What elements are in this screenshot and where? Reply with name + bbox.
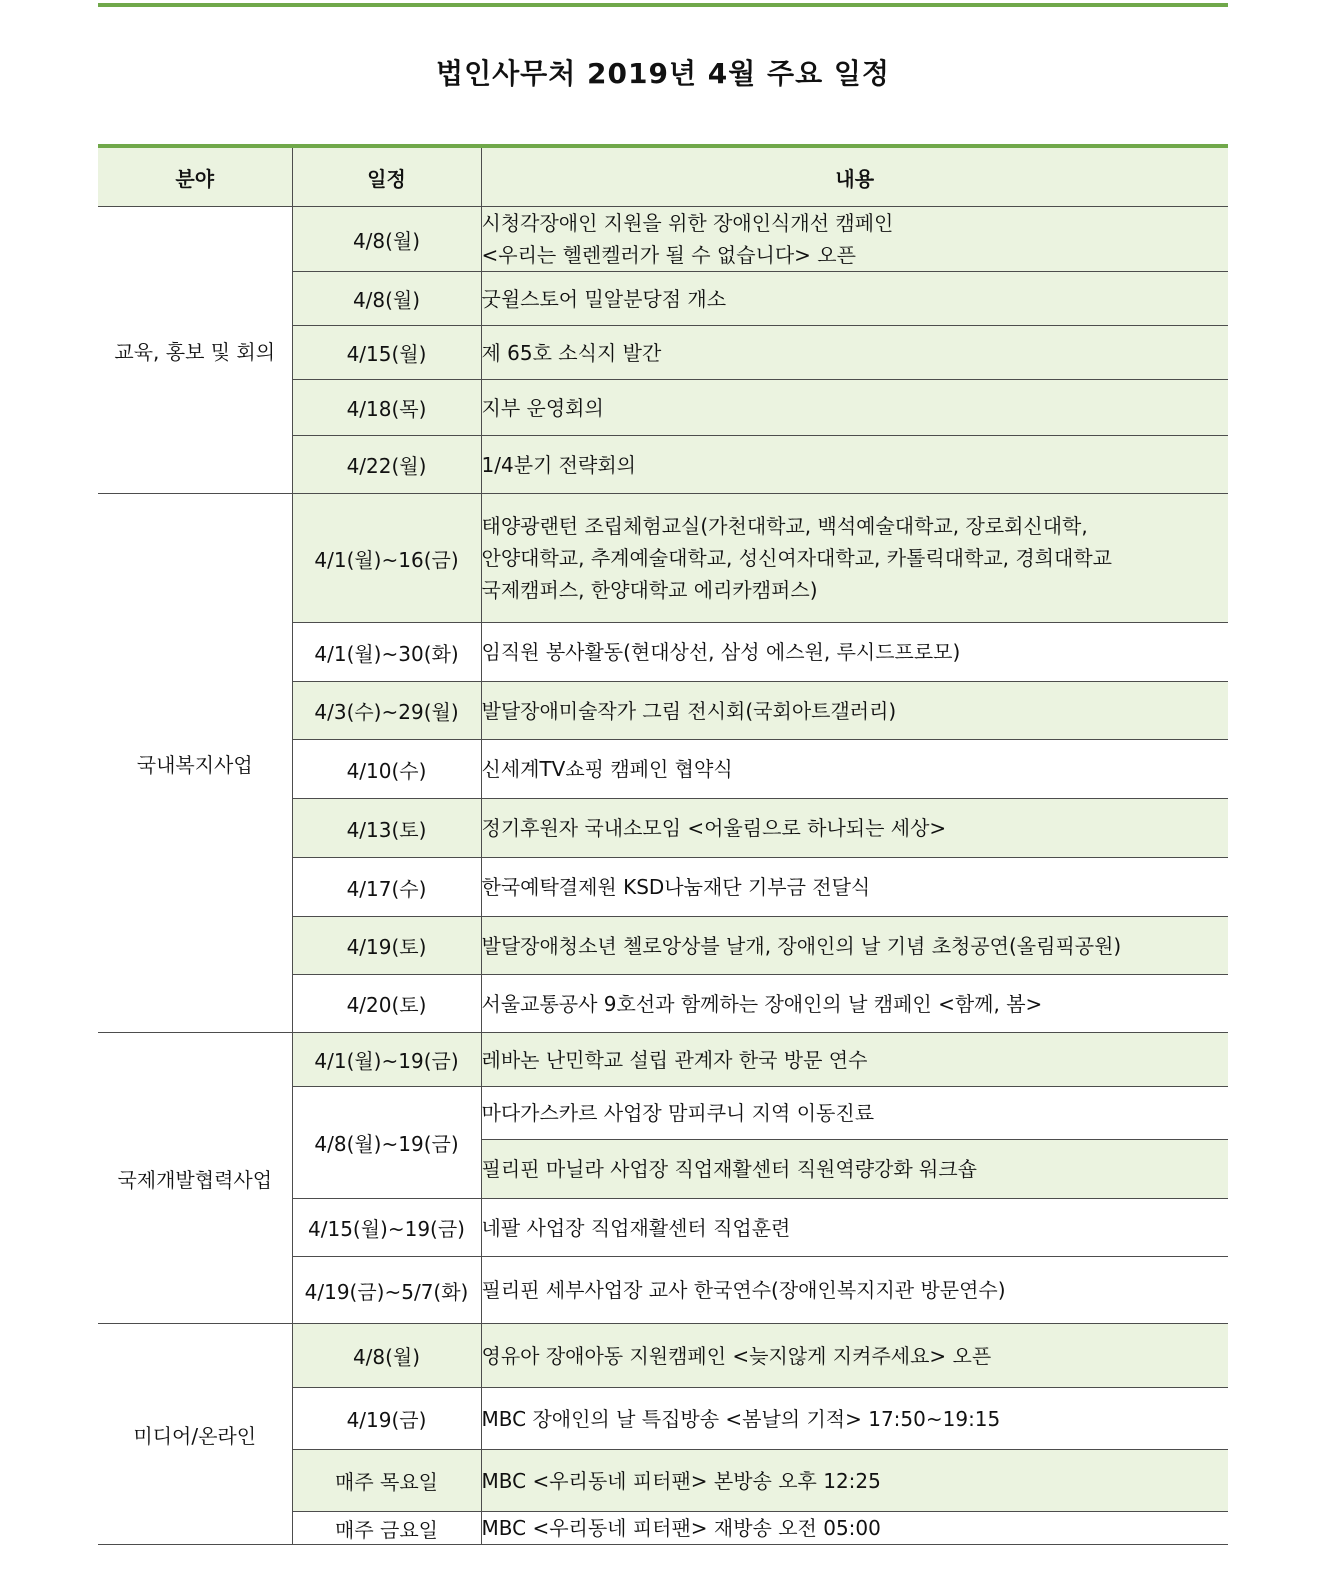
date-cell: 4/17(수)	[292, 858, 481, 917]
schedule-table	[98, 144, 1228, 1545]
header-content: 내용	[481, 146, 1228, 207]
content-line: 서울교통공사 9호선과 함께하는 장애인의 날 캠페인 <함께, 봄>	[481, 991, 1043, 1016]
content-line: <우리는 헬렌켈러가 될 수 없습니다> 오픈	[481, 243, 856, 267]
top-rule	[98, 3, 1228, 7]
date-cell: 4/8(월)	[292, 272, 481, 326]
content-line: 네팔 사업장 직업재활센터 직업훈련	[481, 1215, 791, 1240]
date-cell: 4/1(월)~16(금)	[292, 494, 481, 623]
content-line: 임직원 봉사활동(현대상선, 삼성 에스원, 루시드프로모)	[481, 640, 961, 664]
content-cell	[481, 1199, 1228, 1257]
content-line: 1/4분기 전략회의	[481, 452, 636, 477]
date-cell: 4/15(월)~19(금)	[292, 1199, 481, 1257]
header-row	[98, 146, 1228, 207]
page-title: 법인사무처 2019년 4월 주요 일정	[436, 57, 890, 90]
content-cell	[481, 623, 1228, 682]
content-cell	[481, 272, 1228, 326]
content-line: 굿윌스토어 밀알분당점 개소	[481, 286, 727, 311]
content-line: 제 65호 소식지 발간	[481, 340, 662, 365]
content-line: MBC <우리동네 피터팬> 재방송 오전 05:00	[481, 1516, 881, 1540]
date-cell: 4/8(월)	[292, 1324, 481, 1388]
date-cell: 4/15(월)	[292, 326, 481, 380]
date-cell: 4/19(토)	[292, 917, 481, 975]
date-cell: 4/18(목)	[292, 380, 481, 436]
content-line: 발달장애청소년 첼로앙상블 날개, 장애인의 날 기념 초청공연(올림픽공원)	[481, 933, 1122, 958]
content-cell	[481, 1388, 1228, 1450]
content-line: MBC 장애인의 날 특집방송 <봄날의 기적> 17:50~19:15	[481, 1406, 1001, 1431]
content-cell	[481, 436, 1228, 494]
content-cell	[481, 1324, 1228, 1388]
content-line: 영유아 장애아동 지원캠페인 <늦지않게 지켜주세요> 오픈	[481, 1343, 992, 1368]
content-line: 발달장애미술작가 그림 전시회(국회아트갤러리)	[481, 698, 897, 723]
content-line: 국제캠퍼스, 한양대학교 에리카캠퍼스)	[481, 578, 818, 602]
content-cell	[481, 380, 1228, 436]
content-line: 신세계TV쇼핑 캠페인 협약식	[481, 757, 733, 781]
content-cell	[481, 326, 1228, 380]
content-line: 태양광랜턴 조립체험교실(가천대학교, 백석예술대학교, 장로회신대학,	[481, 514, 1088, 538]
content-line: 시청각장애인 지원을 위한 장애인식개선 캠페인	[481, 211, 894, 235]
table-row	[98, 1324, 1228, 1388]
category-cell: 교육, 홍보 및 회의	[98, 207, 292, 494]
date-cell: 4/22(월)	[292, 436, 481, 494]
date-cell: 매주 금요일	[292, 1512, 481, 1545]
category-cell: 국제개발협력사업	[98, 1033, 292, 1324]
content-cell	[481, 682, 1228, 740]
content-line: 마다가스카르 사업장 맘피쿠니 지역 이동진료	[481, 1101, 875, 1125]
content-line: 필리핀 세부사업장 교사 한국연수(장애인복지지관 방문연수)	[481, 1278, 1006, 1302]
content-line: 한국예탁결제원 KSD나눔재단 기부금 전달식	[481, 875, 871, 899]
content-cell	[481, 1512, 1228, 1545]
category-cell: 미디어/온라인	[98, 1324, 292, 1545]
date-cell: 4/10(수)	[292, 740, 481, 799]
content-line: 정기후원자 국내소모임 <어울림으로 하나되는 세상>	[481, 816, 947, 840]
content-line: 지부 운영회의	[481, 395, 604, 420]
header-date: 일정	[292, 146, 481, 207]
date-cell: 4/3(수)~29(월)	[292, 682, 481, 740]
content-cell	[481, 1257, 1228, 1324]
content-cell	[481, 494, 1228, 623]
content-cell	[481, 975, 1228, 1033]
content-cell	[481, 740, 1228, 799]
content-cell	[481, 799, 1228, 858]
date-cell: 4/1(월)~30(화)	[292, 623, 481, 682]
date-cell: 4/8(월)	[292, 207, 481, 272]
content-cell	[481, 207, 1228, 272]
category-cell: 국내복지사업	[98, 494, 292, 1033]
date-cell: 4/1(월)~19(금)	[292, 1033, 481, 1087]
date-cell: 4/13(토)	[292, 799, 481, 858]
date-cell: 4/20(토)	[292, 975, 481, 1033]
date-cell: 4/19(금)~5/7(화)	[292, 1257, 481, 1324]
content-cell	[481, 858, 1228, 917]
content-cell	[481, 1450, 1228, 1512]
table-row	[98, 207, 1228, 272]
content-cell	[481, 1087, 1228, 1140]
content-line: 안양대학교, 추계예술대학교, 성신여자대학교, 카톨릭대학교, 경희대학교	[481, 546, 1112, 570]
table-row	[98, 494, 1228, 623]
date-cell: 4/19(금)	[292, 1388, 481, 1450]
content-cell	[481, 1033, 1228, 1087]
header-category: 분야	[98, 146, 292, 207]
content-cell	[481, 917, 1228, 975]
content-line: MBC <우리동네 피터팬> 본방송 오후 12:25	[481, 1468, 881, 1493]
content-cell	[481, 1140, 1228, 1199]
date-cell: 매주 목요일	[292, 1450, 481, 1512]
content-line: 필리핀 마닐라 사업장 직업재활센터 직원역량강화 워크숍	[481, 1157, 977, 1181]
date-cell: 4/8(월)~19(금)	[292, 1087, 481, 1199]
table-row	[98, 1033, 1228, 1087]
content-line: 레바논 난민학교 설립 관계자 한국 방문 연수	[481, 1047, 868, 1072]
